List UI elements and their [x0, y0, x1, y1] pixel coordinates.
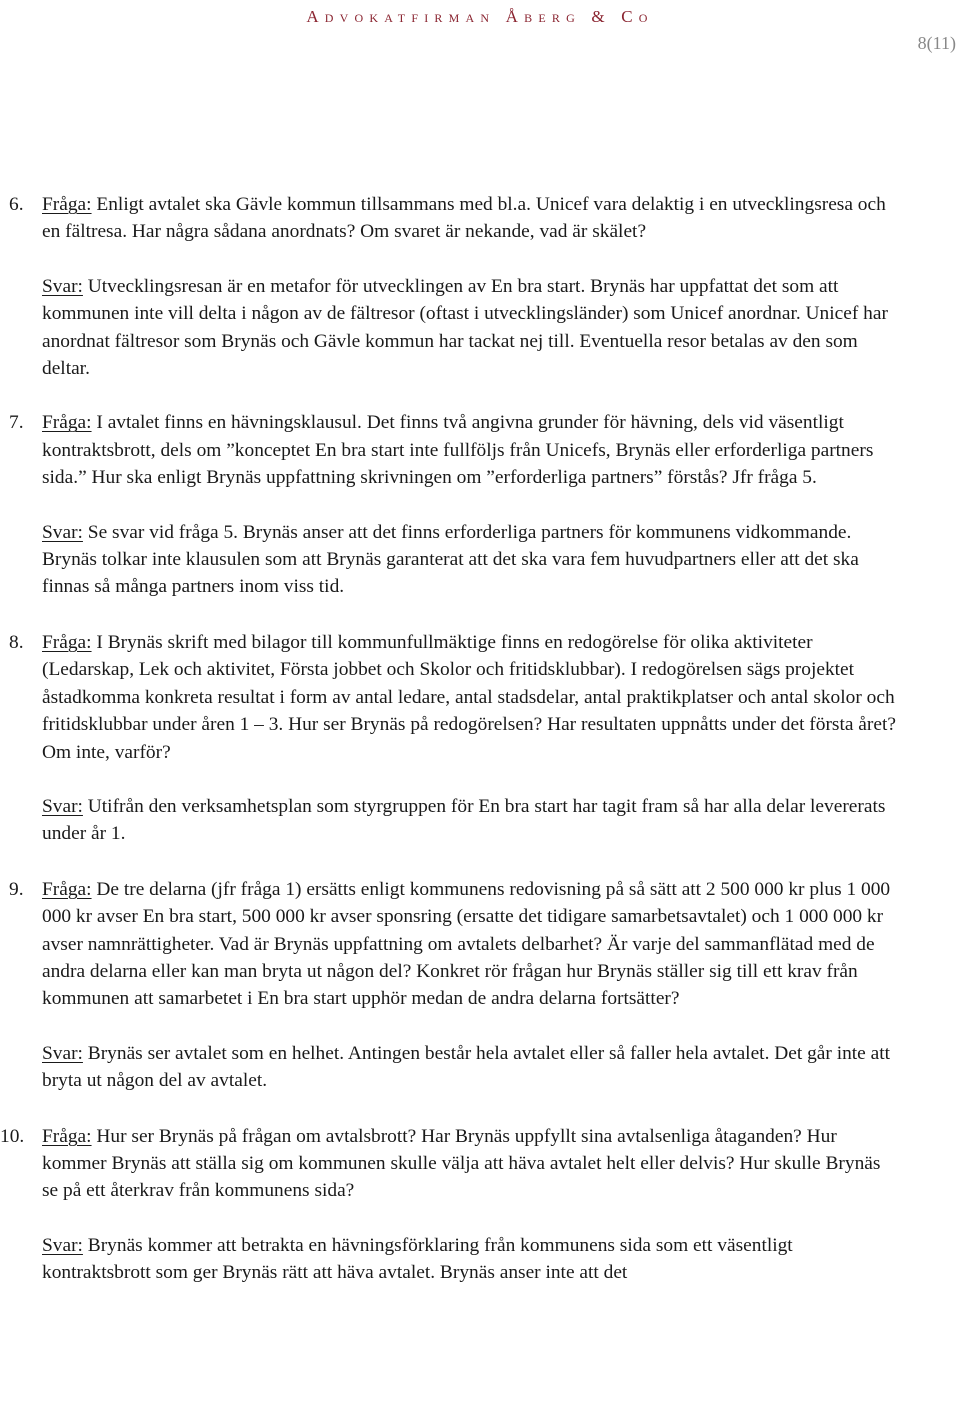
firm-letterhead: Advokatfirman Åberg & Co [306, 7, 654, 26]
question-text: Enligt avtalet ska Gävle kommun tillsammans med bl.a. Unicef vara delaktig i en utvecklingsresa och en fältresa. Har några sådana anordnats? Om svaret är nekande, vad är skälet? [42, 194, 886, 243]
answer-text: Utifrån den verksamhetsplan som styrgruppen för En bra start har tagit fram så har alla delar levererats under år 1. [42, 795, 886, 845]
question-paragraph [42, 876, 898, 1013]
answer-paragraph [42, 793, 898, 848]
answer-text: Utvecklingsresan är en metafor för utvecklingen av En bra start. Brynäs har uppfattat det som att kommunen inte vill delta i någon av de fältresor (oftast i utvecklingsländer) som Unicef anordnar. Unicef har anordnat fältresor som Brynäs och Gävle kommun har tackat nej till. Eventuella resor betalas av den som deltar. [42, 275, 888, 380]
item-number: 10. [0, 1125, 25, 1147]
question-label: Fråga: [42, 878, 92, 900]
question-label: Fråga: [42, 412, 92, 434]
answer-label: Svar: [42, 1234, 83, 1256]
answer-paragraph [42, 519, 898, 601]
answer-paragraph [42, 1040, 898, 1095]
question-text: De tre delarna (jfr fråga 1) ersätts enligt kommunens redovisning på så sätt att 2 500 000 kr plus 1 000 000 kr avser En bra start, 500 000 kr avser sponsring (ersatte det tidigare samarbetsavtalet) och 1 000 000 kr avser namnrättigheter. Vad är Brynäs uppfattning om avtalets delbarhet? Är varje del sammanflätad med de andra delarna eller kan man bryta ut någon del? Konkret rör frågan hur Brynäs ställer sig till ett krav från kommunen att samarbetet i En bra start upphör medan de andra delarna fortsätter? [42, 878, 891, 1010]
question-label: Fråga: [42, 1125, 92, 1147]
question-label: Fråga: [42, 194, 92, 215]
item-number: 8. [9, 631, 24, 653]
question-text: I Brynäs skrift med bilagor till kommunfullmäktige finns en redogörelse för olika aktiviteter (Ledarskap, Lek och aktivitet, Första jobbet och Skolor och fritidsklubbar). I redogörelsen sägs projektet åstadkomma konkreta resultat i form av antal ledare, antal stadsdelar, antal praktikplatser och antal skolor och fritidsklubbar under åren 1 – 3. Hur ser Brynäs på redogörelsen? Har resultaten uppnåtts under det första året? Om inte, varför? [42, 631, 896, 763]
item-number: 6. [9, 194, 24, 215]
question-paragraph [42, 629, 898, 766]
answer-text: Brynäs kommer att betrakta en hävningsförklaring från kommunens sida som ett väsentligt kontraktsbrott som ger Brynäs rätt att häva avtalet. Brynäs anser inte att det [42, 1234, 793, 1284]
page-number: 8(11) [917, 33, 956, 53]
question-text: I avtalet finns en hävningsklausul. Det finns två angivna grunder för hävning, dels vid väsentligt kontraktsbrott, dels om ”konceptet En bra start inte fullföljs från Unicefs, Brynäs eller erforderliga partners sida.” Hur ska enligt Brynäs uppfattning skrivningen om ”erforderliga partners” förstås? Jfr fråga 5. [42, 412, 874, 489]
qa-item-8 [0, 629, 960, 848]
qa-item-9 [0, 876, 960, 1095]
item-number: 7. [9, 412, 24, 434]
answer-paragraph [42, 1232, 898, 1287]
answer-paragraph [42, 273, 898, 383]
answer-label: Svar: [42, 521, 83, 543]
answer-label: Svar: [42, 275, 83, 297]
question-text: Hur ser Brynäs på frågan om avtalsbrott? Har Brynäs uppfyllt sina avtalsenliga åtaganden? Hur kommer Brynäs att ställa sig om kommunen skulle välja att häva avtalet helt eller delvis? Hur skulle Brynäs se på ett återkrav från kommunens sida? [42, 1125, 881, 1202]
question-paragraph [42, 191, 898, 246]
item-number: 9. [9, 878, 24, 900]
question-label: Fråga: [42, 631, 92, 653]
question-paragraph [42, 1123, 898, 1205]
qa-item-10 [0, 1123, 960, 1287]
answer-text: Se svar vid fråga 5. Brynäs anser att det finns erforderliga partners för kommunens vidkommande. Brynäs tolkar inte klausulen som att Brynäs garanterat att det ska vara fem huvudpartners eller att det ska finnas så många partners inom viss tid. [42, 521, 859, 598]
answer-text: Brynäs ser avtalet som en helhet. Antingen består hela avtalet eller så faller hela avtalet. Det går inte att bryta ut någon del av avtalet. [42, 1042, 891, 1092]
question-paragraph [42, 409, 898, 491]
document-body [0, 191, 960, 1287]
qa-item-6 [0, 191, 960, 382]
answer-label: Svar: [42, 795, 83, 817]
qa-item-7 [0, 409, 960, 600]
answer-label: Svar: [42, 1042, 83, 1064]
